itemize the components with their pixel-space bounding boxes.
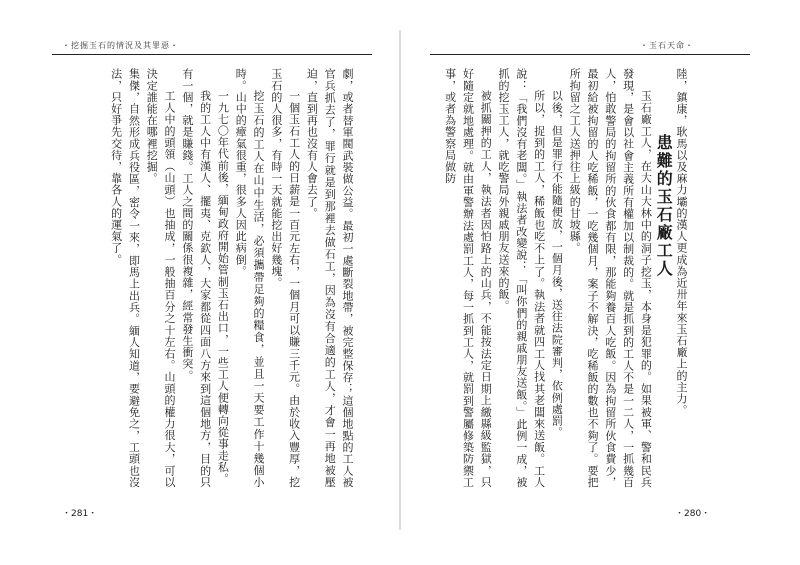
right-header-rule <box>430 54 750 55</box>
left-header-rule <box>52 54 372 55</box>
right-page <box>400 0 800 565</box>
right-paragraph: 被抓關押的工人，執法者因怕路上的山兵，不能按法定日期上繳縣級監獄，只好隨定就地處理。就由軍警辦法處罰工人，每一抓到工人，就罰到警屬修築防禦工事，或者為警察局做防 <box>443 68 493 488</box>
left-paragraph: 一九七〇年代前後，緬甸政府開始管制玉石出口，一些工人便轉向從事走私。 <box>216 90 230 485</box>
right-paragraph: 玉石廠工人，在大山大林中的洞子挖玉，本身是犯罪的。如果被軍、警和民兵發現，是會以社會主義所有權加以制裁的。就是抓到的工人不是一二人，一抓幾百人，怕敢警局的拘留所的伙食都有限，那能夠養百人吃飯。因為拘留所伙食費少，最初給被拘留的人吃稀飯，一吃幾個月，案子不解決，吃稀飯的數也不夠了。要把所拘留之工人送押往上級的甘坡縣。 <box>568 68 653 488</box>
right-intro-text: 陸，鎮康，耿馬以及麻力壩的漢人更成為近卅年來玉石廠上的主力。 <box>675 68 688 416</box>
left-paragraph: 挖玉石的工人在山中生活，必須攜帶足夠的糧食，並且一天要工作十幾個小時。山中的瘴氣很重，很多人因此病倒。 <box>234 68 266 488</box>
left-paragraph: 我的工人中有漢人、擺夷、克欽人，大家都從四面八方來到這個地方，目的只有一個，就是賺錢。工人之間的關係很複雜，經常發生衝突。 <box>180 68 212 488</box>
right-paragraph: 所以，捉到的工人，稀飯也吃不上了。執法者就四工人找其老闆來送飯。工人說：「我們沒有老闆。」執法者改變說：「叫你們的親戚朋友送飯。」此例一成，被抓的挖玉工人，就吃警局外親戚朋友送來的飯。 <box>497 68 546 488</box>
right-page-number: ・280・ <box>675 509 711 519</box>
left-text-block <box>66 68 356 488</box>
left-paragraph: 劇，或者替軍閥武裝做公益。最初一處斷裂地帶，被完整保存；這個地點的工人被官兵抓去了，罪行就是到那裡去做石工，因為沒有合適的工人，才會一再地被壓迫，直到再也沒有人會去了。 <box>305 68 354 488</box>
right-running-header: ・玉石天命・ <box>640 41 694 50</box>
left-paragraph: 工人中的頭領（山頭）也抽成，一般抽百分之十左右。山頭的權力很大，可以決定誰能在哪裡挖掘。 <box>145 68 177 488</box>
left-paragraph: 集傑，自然形成兵役區，密令一來，即馬上出兵。緬人知道，要避免之，工頭也沒法，只好爭先交待，靠各人的運氣了。 <box>109 68 141 488</box>
section-heading: 患難的玉石廠工人 <box>654 134 674 278</box>
left-paragraph: 一個玉石工人的日薪是一百元左右，一個月可以賺三千元。由於收入豐厚，挖玉石的人很多，有時一天就能挖出好幾塊。 <box>269 68 301 488</box>
right-paragraph: 以後，但是罪行不能隨便放，一個月後，送往法院審判，依例處罰。 <box>550 90 564 438</box>
right-text-block <box>442 68 690 488</box>
left-running-header: ・挖掘玉石的情況及其罪惡・ <box>62 41 179 50</box>
left-page-number: ・281・ <box>62 509 98 519</box>
